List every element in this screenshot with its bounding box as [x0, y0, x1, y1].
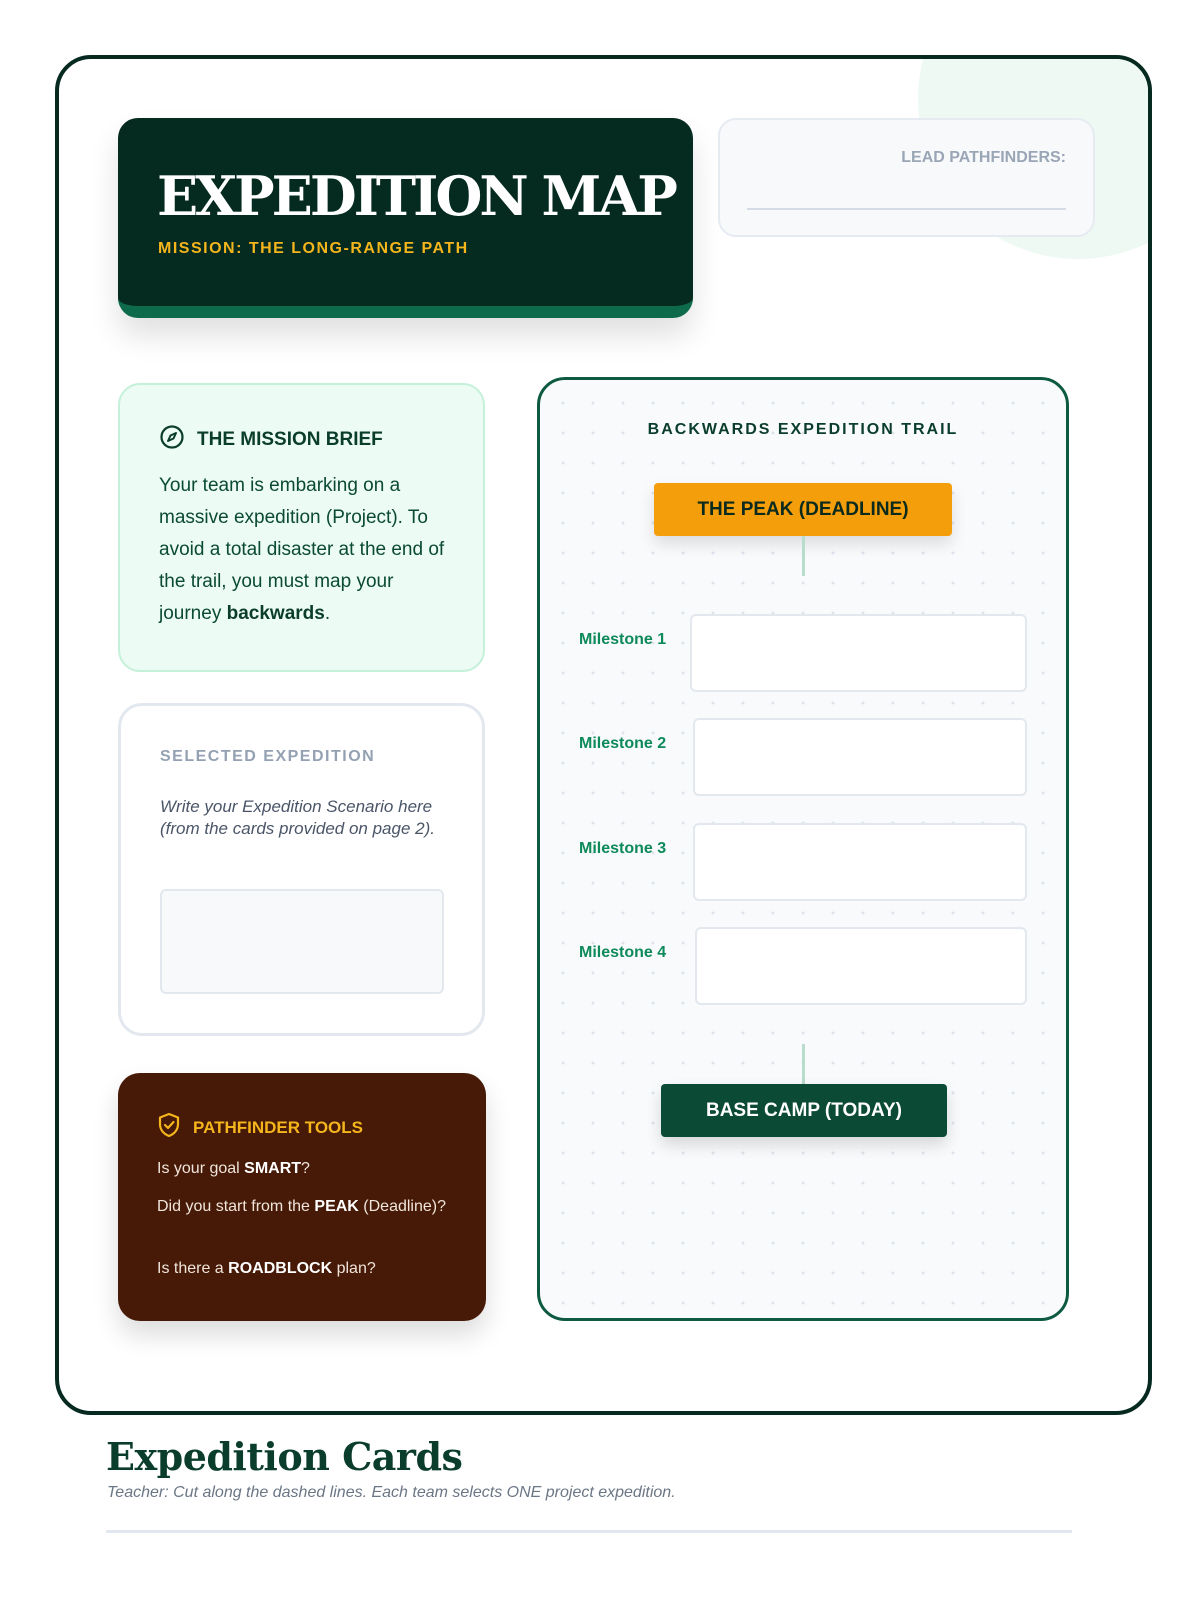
section-divider	[106, 1530, 1072, 1533]
shield-check-icon	[157, 1112, 181, 1143]
mission-brief-card	[118, 383, 485, 672]
milestone-1-field[interactable]	[690, 614, 1027, 692]
milestone-3-label: Milestone 3	[579, 840, 667, 857]
trail-connector-top	[802, 536, 805, 576]
mission-brief-text: Your team is embarking on a massive expedition (Project). To avoid a total disaster at the end of the trail, you must map your journey backwards.	[159, 475, 445, 624]
trail-title: BACKWARDS EXPEDITION TRAIL	[647, 421, 959, 438]
milestone-2-field[interactable]	[693, 718, 1027, 796]
backwards-expedition-trail	[537, 377, 1069, 1321]
header-card	[118, 118, 693, 318]
milestone-1-label: Milestone 1	[579, 631, 667, 648]
tool-question-peak: Did you start from the PEAK (Deadline)?	[157, 1198, 446, 1215]
tool-question-smart: Is your goal SMART?	[157, 1160, 310, 1177]
compass-icon	[159, 424, 185, 455]
tool-question-roadblock: Is there a ROADBLOCK plan?	[157, 1260, 376, 1277]
mission-subtitle: MISSION: THE LONG-RANGE PATH	[158, 240, 469, 257]
selected-expedition-card	[118, 703, 485, 1036]
milestone-4-field[interactable]	[695, 927, 1027, 1005]
base-camp-marker: BASE CAMP (TODAY)	[661, 1084, 947, 1137]
lead-pathfinders-write-line[interactable]	[747, 208, 1066, 210]
mission-brief-title: THE MISSION BRIEF	[197, 428, 383, 450]
page-title: EXPEDITION MAP	[157, 164, 675, 228]
lead-pathfinders-box	[718, 118, 1095, 237]
milestone-2-label: Milestone 2	[579, 735, 667, 752]
expedition-scenario-field[interactable]	[160, 889, 444, 994]
trail-connector-bottom	[802, 1044, 805, 1084]
selected-expedition-instruction: Write your Expedition Scenario here (from the cards provided on page 2).	[160, 797, 435, 838]
pathfinder-tools-title: PATHFINDER TOOLS	[193, 1117, 363, 1137]
expedition-cards-instruction: Teacher: Cut along the dashed lines. Each team selects ONE project expedition.	[107, 1484, 676, 1501]
peak-deadline-marker: THE PEAK (DEADLINE)	[654, 483, 952, 536]
expedition-map-sheet	[55, 55, 1152, 1415]
milestone-4-label: Milestone 4	[579, 944, 667, 961]
expedition-cards-heading: Expedition Cards	[106, 1434, 463, 1479]
milestone-3-field[interactable]	[693, 823, 1027, 901]
selected-expedition-title: SELECTED EXPEDITION	[160, 748, 376, 765]
pathfinder-tools-card	[118, 1073, 486, 1321]
lead-pathfinders-label: LEAD PATHFINDERS:	[901, 149, 1066, 166]
